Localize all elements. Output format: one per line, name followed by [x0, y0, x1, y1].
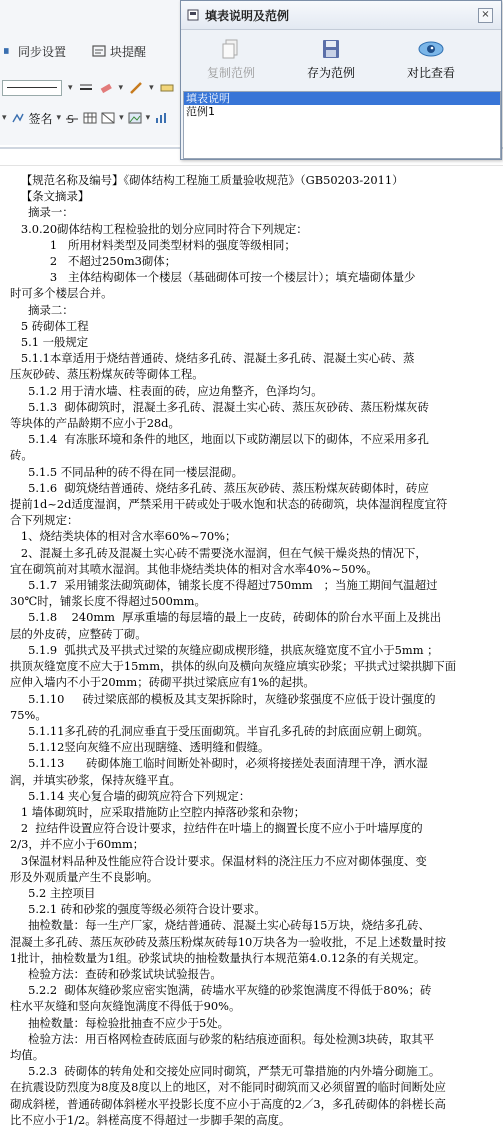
document-line: 1批计，抽检数量为1组。砂浆试块的抽检数量执行本规范第4.0.12条的有关规定。	[10, 950, 426, 965]
document-line: 形及外观质量产生不良影响。	[10, 869, 159, 884]
document-line: 5.1.8 240mm 厚承重墙的每层墙的最上一皮砖，砖砌体的阶台水平面上及挑出	[10, 610, 442, 625]
document-line: 压灰砂砖、蒸压粉煤灰砖等砌体工程。	[10, 367, 204, 382]
save-example-button[interactable]	[281, 30, 381, 92]
document-line: 5.1.2 用于清水墙、柱表面的砖，应边角整齐，色泽均匀。	[10, 383, 323, 398]
panel-title: 填表说明及范例	[205, 8, 290, 23]
toolbar-row-actions	[0, 38, 180, 64]
document-line: 5.1.9 弧拱式及平拱式过梁的灰缝应砌成楔形缝，拱底灰缝宽度不宜小于5mm ；	[10, 642, 439, 657]
dropdown-arrow-icon-3[interactable]: ▾	[149, 83, 154, 93]
dropdown-arrow-icon-4[interactable]: ▾	[2, 113, 7, 123]
example-list	[183, 91, 501, 159]
document-line: 合下列规定：	[10, 513, 79, 528]
document-line: 5.1.12竖向灰缝不应出现瞎缝、透明缝和假缝。	[10, 740, 270, 755]
document-line: 5.2 主控项目	[10, 885, 96, 900]
dropdown-arrow-icon-5[interactable]: ▾	[119, 113, 124, 123]
reminder-icon	[92, 44, 106, 58]
dropdown-arrow-icon-2[interactable]: ▾	[118, 83, 124, 93]
svg-text:S: S	[67, 113, 75, 125]
document-line: 混凝土多孔砖、蒸压灰砂砖及蒸压粉煤灰砖每10万块各为一验收批，不足上述数量时按	[10, 934, 446, 949]
sign-label[interactable]: 签名	[28, 111, 53, 126]
document-line: 摘录一：	[10, 205, 74, 220]
panel-titlebar[interactable]	[181, 1, 501, 30]
document-line: 宜在砌筑前对其喷水湿润。其他非烧结类块体的相对含水率40%~50%。	[10, 561, 378, 576]
document-line: 【规范名称及编号】《砌体结构工程施工质量验收规范》（GB50203-2011）	[10, 173, 404, 187]
strikethrough-icon[interactable]	[65, 111, 79, 125]
toolbar-row-lines	[0, 76, 180, 100]
document-line: 5.1.4 有冻胀环境和条件的地区，地面以下或防潮层以下的砌体，不应采用多孔	[10, 432, 429, 447]
editor-toolbar	[0, 0, 180, 145]
block-reminder-label: 块提醒	[110, 44, 147, 59]
document-line: 5.2.1 砖和砂浆的强度等级必须符合设计要求。	[10, 902, 266, 917]
document-line: 5 砖砌体工程	[10, 318, 89, 333]
document-line: 等块体的产品龄期不应小于28d。	[10, 416, 180, 431]
ruler-icon[interactable]	[160, 81, 174, 95]
dropdown-arrow-icon[interactable]: ▾	[68, 83, 73, 93]
sign-dropdown-icon[interactable]: ▾	[56, 113, 62, 123]
line-style-select[interactable]	[2, 80, 62, 96]
document-line: 【条文摘录】	[10, 189, 90, 204]
document-line: 5.1.1本章适用于烧结普通砖、烧结多孔砖、混凝土多孔砖、混凝土实心砖、蒸	[10, 351, 415, 366]
document-line: 拱顶灰缝宽度不应大于15mm，拱体的纵向及横向灰缝应填实砂浆；平拱式过梁拱脚下面	[10, 659, 457, 674]
save-disk-icon	[320, 38, 342, 60]
document-line: 应伸入墙内不小于20mm；砖砌平拱过梁底应有1%的起拱。	[10, 675, 315, 690]
compare-view-button[interactable]	[381, 30, 481, 92]
document-line: 润，并填实砂浆，保持灰缝平直。	[10, 772, 181, 787]
document-line: 比不应小于1/2。斜槎高度不得超过一步脚手架的高度。	[10, 1112, 291, 1127]
document-line: 检验方法：查砖和砂浆试块试验报告。	[10, 966, 222, 981]
fill-instructions-panel	[180, 0, 502, 160]
list-item-fill-instructions[interactable]: 填表说明	[184, 92, 500, 105]
sign-icon	[11, 111, 25, 125]
document-line: 5.1.3 砌体砌筑时，混凝土多孔砖、混凝土实心砖、蒸压灰砂砖、蒸压粉煤灰砖	[10, 399, 429, 414]
compare-view-label: 对比查看	[406, 66, 455, 80]
sync-settings-button[interactable]	[0, 43, 70, 60]
document-line: 1 所用材料类型及同类型材料的强度等级相同；	[10, 237, 296, 252]
document-line: 柱水平灰缝和竖向灰缝饱满度不得低于90%。	[10, 999, 241, 1014]
document-line: 检验方法：用百格网检查砖底面与砂浆的粘结痕迹面积。每处检测3块砖，取其平	[10, 1031, 435, 1046]
panel-actions	[181, 30, 501, 92]
eye-icon	[417, 38, 445, 60]
list-item-example-1[interactable]: 范例1	[186, 105, 215, 118]
block-reminder-button[interactable]	[88, 43, 150, 60]
panel-pin-icon	[187, 9, 199, 21]
image-icon[interactable]	[128, 111, 142, 125]
copy-document-icon	[220, 38, 242, 60]
document-line: 3 主体结构砌体一个楼层（基础砌体可按一个楼层计）；填充墙砌体量少	[10, 270, 416, 285]
document-line: 抽检数量：每一生产厂家，烧结普通砖、混凝土实心砖每15万块，烧结多孔砖、	[10, 918, 430, 933]
document-line: 均值。	[10, 1047, 45, 1062]
document-line: 2/3，并不应小于60mm；	[10, 837, 145, 852]
document-line: 砖。	[10, 448, 33, 463]
dropdown-arrow-icon-6[interactable]: ▾	[145, 113, 151, 123]
toolbar-row-insert	[0, 106, 180, 130]
save-example-label: 存为范例	[306, 66, 355, 80]
grid-icon[interactable]	[101, 111, 115, 125]
sync-settings-label: 同步设置	[18, 44, 67, 59]
document-line: 5.1.14 夹心复合墙的砌筑应符合下列规定：	[10, 788, 251, 803]
document-line: 砌成斜槎，普通砖砌体斜槎水平投影长度不应小于高度的2／3，多孔砖砌体的斜槎长高	[10, 1096, 446, 1111]
document-line: 在抗震设防烈度为8度及8度以上的地区，对不能同时砌筑而又必须留置的临时间断处应	[10, 1080, 446, 1095]
document-line: 抽检数量：每检验批抽查不应少于5处。	[10, 1015, 229, 1030]
document-line: 5.1.5 不同品种的砖不得在同一楼层混砌。	[10, 464, 243, 479]
document-line: 5.2.2 砌体灰缝砂浆应密实饱满，砖墙水平灰缝的砂浆饱满度不得低于80%；砖	[10, 983, 432, 998]
document-line: 30℃时，铺浆长度不得超过500mm。	[10, 594, 206, 609]
chart-icon[interactable]	[154, 111, 168, 125]
document-line: 1 墙体砌筑时，应采取措施防止空腔内掉落砂浆和杂物；	[10, 804, 306, 819]
document-line: 层的外皮砖，应整砖丁砌。	[10, 626, 147, 641]
sync-icon	[4, 44, 12, 58]
document-line: 5.1.7 采用铺浆法砌筑砌体，铺浆长度不得超过750mm ；当施工期间气温超过	[10, 578, 438, 593]
document-line: 75%。	[10, 707, 47, 722]
document-line: 5.1 一般规定	[10, 335, 89, 350]
document-line: 2 拉结件设置应符合设计要求，拉结件在叶墙上的搁置长度不应小于叶墙厚度的	[10, 821, 423, 836]
document-line: 5.1.11多孔砖的孔洞应垂直于受压面砌筑。半盲孔多孔砖的封底面应朝上砌筑。	[10, 723, 429, 738]
copy-example-label: 复制范例	[206, 66, 255, 80]
panel-close-button[interactable]: ×	[478, 8, 493, 23]
document-line: 3.0.20砌体结构工程检验批的划分应同时符合下列规定：	[10, 221, 308, 236]
document-content	[10, 172, 496, 1128]
copy-example-button[interactable]	[181, 30, 281, 92]
line-weight-icon[interactable]	[79, 81, 93, 95]
document-line: 提前1d~2d适度湿润，严禁采用干砖或处于吸水饱和状态的砖砌筑，块体湿润程度宜符	[10, 497, 448, 512]
document-line: 5.1.10 砖过梁底部的模板及其支架拆除时，灰缝砂浆强度不应低于设计强度的	[10, 691, 436, 706]
document-line: 3保温材料品种及性能应符合设计要求。保温材料的浇注压力不应对砌体强度、变	[10, 853, 427, 868]
document-line: 时可多个楼层合并。	[10, 286, 113, 301]
document-line: 1、烧结类块体的相对含水率60%~70%；	[10, 529, 237, 544]
document-line: 2 不超过250m3砌体；	[10, 254, 177, 269]
document-line: 5.1.13 砖砌体施工临时间断处补砌时，必须将接搓处表面清理干净，洒水湿	[10, 756, 428, 771]
eraser-icon[interactable]	[99, 81, 113, 95]
document-line: 5.1.6 砌筑烧结普通砖、烧结多孔砖、蒸压灰砂砖、蒸压粉煤灰砖砌体时，砖应	[10, 480, 429, 495]
document-line: 5.2.3 砖砌体的转角处和交接处应同时砌筑，严禁无可靠措施的内外墙分砌施工。	[10, 1064, 441, 1079]
pencil-icon[interactable]	[129, 81, 143, 95]
document-line: 2、混凝土多孔砖及混凝土实心砖不需要浇水湿润，但在气候干燥炎热的情况下，	[10, 545, 427, 560]
table-icon[interactable]	[83, 111, 97, 125]
document-line: 摘录二：	[10, 302, 74, 317]
